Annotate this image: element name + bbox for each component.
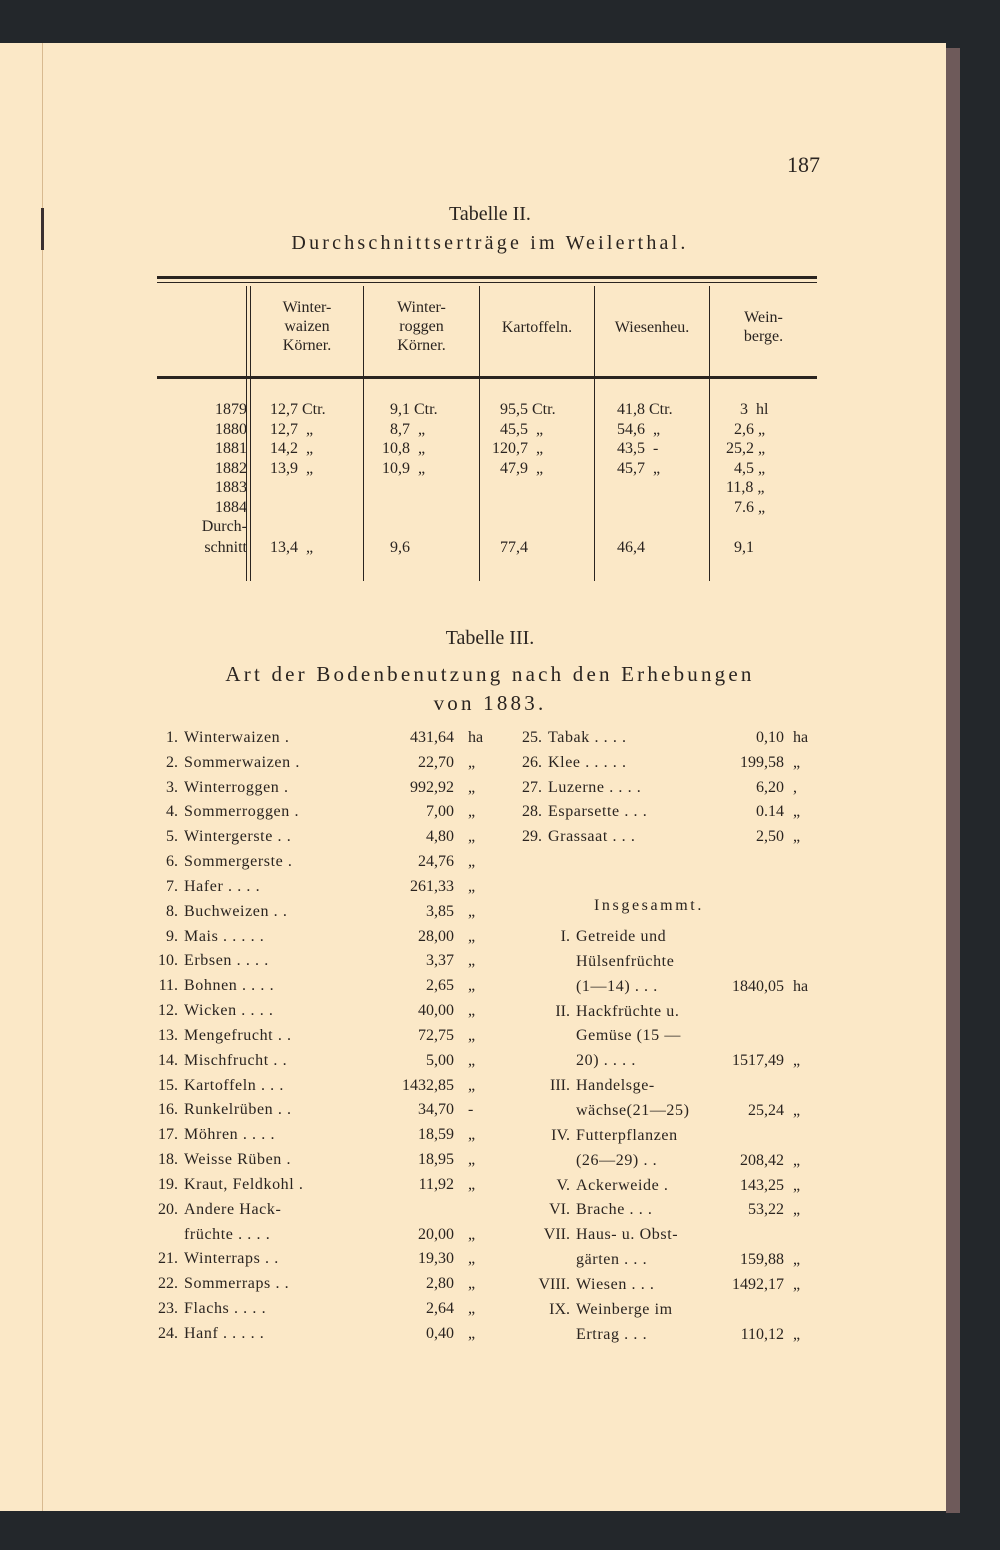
- summary-item: [490, 1051, 830, 1071]
- summary-item: [490, 1250, 830, 1270]
- item-value: 0,10: [756, 729, 784, 746]
- year-label: 1882: [215, 459, 247, 477]
- land-use-item: [150, 1001, 490, 1021]
- cell: 120,7 „: [492, 440, 544, 457]
- item-number: 10.: [158, 952, 178, 970]
- cell: 8,7 „: [390, 420, 426, 438]
- cell: 9,1 Ctr.: [390, 401, 438, 418]
- cell: 10,8 „: [382, 440, 426, 457]
- item-label: Sommerraps . .: [184, 1275, 290, 1293]
- item-label: Getreide und: [576, 928, 667, 945]
- summary-item: [490, 977, 830, 997]
- land-use-item: [490, 753, 830, 773]
- item-unit: ha: [793, 977, 809, 995]
- item-number: V.: [556, 1176, 570, 1194]
- item-unit: „: [793, 1176, 801, 1194]
- item-label: Andere Hack-: [184, 1200, 282, 1218]
- item-number: 6.: [166, 853, 178, 871]
- land-use-item: [490, 802, 830, 822]
- item-value: 28,00: [418, 927, 454, 945]
- land-use-item: [150, 1324, 490, 1344]
- item-value: 1432,85: [402, 1076, 454, 1094]
- item-label: Handelsge-: [576, 1077, 655, 1095]
- header-line: Körner.: [397, 337, 446, 354]
- item-number: 13.: [158, 1026, 178, 1044]
- item-value: 0.14: [756, 803, 784, 821]
- item-label: Hülsenfrüchte: [576, 952, 675, 970]
- item-value: 992,92: [410, 778, 454, 796]
- item-label: Winterraps . .: [184, 1250, 279, 1268]
- cell: 2,6 „: [734, 420, 766, 438]
- item-label: Flachs . . . .: [184, 1300, 267, 1318]
- item-label: 20) . . . .: [576, 1052, 636, 1070]
- land-use-item: [150, 1175, 490, 1195]
- item-number: 22.: [158, 1275, 178, 1293]
- land-use-item: [150, 976, 490, 996]
- table3-title-line1: Art der Bodenbenutzung nach den Erhebungen: [225, 662, 755, 686]
- land-use-item: [490, 778, 830, 798]
- land-use-item: [150, 778, 490, 798]
- rule: [157, 376, 817, 379]
- land-use-item: [150, 1150, 490, 1170]
- item-label: Weinberge im: [576, 1300, 673, 1318]
- item-value: 3,85: [426, 902, 454, 920]
- cell: 10,9 „: [382, 459, 426, 477]
- year-label: 1879: [215, 401, 247, 418]
- item-value: 2,65: [426, 977, 454, 995]
- item-number: IX.: [549, 1300, 570, 1318]
- item-label: Buchweizen . .: [184, 902, 288, 920]
- item-value: 0,40: [426, 1324, 454, 1342]
- item-value: 6,20: [756, 778, 784, 796]
- header-line: Wiesenheu.: [614, 319, 690, 336]
- item-number: 24.: [158, 1324, 178, 1342]
- item-value: 53,22: [748, 1201, 784, 1219]
- item-label: Futterpflanzen: [576, 1126, 678, 1144]
- header-line: Körner.: [282, 337, 332, 354]
- item-label: Klee . . . . .: [548, 753, 627, 771]
- item-number: 16.: [158, 1101, 178, 1119]
- item-label: Sommergerste .: [184, 853, 293, 871]
- item-unit: „: [793, 1101, 801, 1119]
- summary-item: [490, 1002, 830, 1022]
- cell: 45,7 „: [617, 459, 661, 477]
- item-value: 1840,05: [732, 977, 784, 995]
- item-label: Ackerweide .: [576, 1176, 669, 1194]
- item-unit: „: [793, 753, 801, 771]
- item-label: Tabak . . . .: [548, 729, 627, 746]
- item-number: 17.: [158, 1126, 178, 1144]
- item-value: 18,59: [418, 1126, 454, 1144]
- summary-item: [490, 952, 830, 972]
- item-value: 18,95: [418, 1151, 454, 1169]
- item-unit: „: [793, 1151, 801, 1169]
- header-kartoffeln: [480, 318, 594, 337]
- item-value: 261,33: [410, 877, 454, 895]
- item-unit: „: [468, 1324, 476, 1342]
- item-unit: „: [793, 1052, 801, 1070]
- summary-item: [490, 1200, 830, 1220]
- average-cell: 13,4 „: [270, 539, 314, 556]
- item-label: Runkelrüben . .: [184, 1101, 292, 1119]
- item-value: 2,64: [426, 1300, 454, 1318]
- year-label: 1881: [215, 440, 247, 457]
- land-use-item: [150, 753, 490, 773]
- item-number: 9.: [166, 927, 178, 945]
- page-edge: [946, 48, 960, 1513]
- item-unit: „: [468, 1225, 476, 1243]
- item-label: (1—14) . . .: [576, 977, 658, 995]
- cell: 11,8 „: [726, 479, 765, 496]
- header-winterroggen: [364, 298, 479, 355]
- item-number: 5.: [166, 828, 178, 846]
- rule: [157, 276, 817, 279]
- item-label: Esparsette . . .: [548, 803, 648, 821]
- item-value: 199,58: [740, 753, 784, 771]
- item-label: Wintergerste . .: [184, 828, 292, 846]
- item-value: 3,37: [426, 952, 454, 970]
- item-number: 29.: [522, 828, 542, 846]
- land-use-item: [150, 1051, 490, 1071]
- item-value: 40,00: [418, 1002, 454, 1020]
- item-label: Bohnen . . . .: [184, 977, 275, 995]
- item-label: Grassaat . . .: [548, 828, 636, 846]
- item-number: 27.: [522, 778, 542, 796]
- land-use-item: [150, 827, 490, 847]
- item-label: Sommerroggen .: [184, 803, 300, 821]
- table3-caption: Tabelle III.: [445, 627, 535, 649]
- item-unit: „: [468, 952, 476, 970]
- average-cell: 9,6: [390, 539, 410, 556]
- item-number: 11.: [158, 977, 178, 995]
- item-number: 26.: [522, 753, 542, 771]
- table2: [157, 276, 817, 581]
- header-line: Kartoffeln.: [501, 319, 573, 336]
- header-wiesenheu: [595, 318, 709, 337]
- item-number: 15.: [158, 1076, 178, 1094]
- item-unit: „: [468, 753, 476, 771]
- header-winterwaizen: [251, 298, 363, 355]
- header-line: Wein-: [744, 309, 783, 326]
- item-label: Wiesen . . .: [576, 1275, 655, 1293]
- item-value: 25,24: [748, 1101, 784, 1119]
- item-label: Luzerne . . . .: [548, 778, 642, 796]
- item-label: Mischfrucht . .: [184, 1051, 288, 1069]
- item-label: (26—29) . .: [576, 1151, 658, 1169]
- item-unit: „: [468, 927, 476, 945]
- item-number: 1.: [166, 729, 178, 746]
- table2-caption: Tabelle II.: [449, 203, 531, 225]
- item-number: VI.: [549, 1201, 570, 1219]
- item-label: Erbsen . . . .: [184, 952, 269, 970]
- item-unit: „: [793, 1201, 801, 1219]
- item-label: Ertrag . . .: [576, 1325, 648, 1343]
- item-number: VII.: [543, 1226, 570, 1244]
- land-use-item: [150, 1274, 490, 1294]
- item-value: 20,00: [418, 1225, 454, 1243]
- item-number: 25.: [522, 729, 542, 746]
- land-use-item: [490, 827, 830, 847]
- summary-item: [490, 1225, 830, 1245]
- cell: 95,5 Ctr.: [500, 401, 556, 418]
- item-label: Haus- u. Obst-: [576, 1226, 679, 1244]
- item-value: 11,92: [418, 1175, 454, 1193]
- item-value: 7,00: [426, 803, 454, 821]
- cell: 25,2 „: [726, 440, 766, 457]
- summary-item: [490, 1151, 830, 1171]
- land-use-item: [150, 1100, 490, 1120]
- page-number: 187: [787, 152, 820, 177]
- summary-heading: Insgesammt.: [594, 897, 704, 914]
- land-use-item: [150, 802, 490, 822]
- item-label: gärten . . .: [576, 1251, 648, 1269]
- item-number: III.: [550, 1077, 570, 1095]
- item-value: 22,70: [418, 753, 454, 771]
- land-use-item: [150, 902, 490, 922]
- average-cell: 9,1: [734, 539, 754, 556]
- item-label: früchte . . . .: [184, 1225, 271, 1243]
- land-use-item: [150, 852, 490, 872]
- year-label: 1884: [215, 498, 247, 516]
- item-label: Hanf . . . . .: [184, 1324, 265, 1342]
- item-value: 34,70: [418, 1101, 454, 1119]
- item-unit: „: [468, 1151, 476, 1169]
- header-line: berge.: [743, 328, 784, 345]
- cell: 14,2 „: [270, 440, 314, 457]
- item-number: 12.: [158, 1002, 178, 1020]
- item-label: Kartoffeln . . .: [184, 1076, 284, 1094]
- item-unit: „: [793, 803, 801, 821]
- item-number: 19.: [158, 1175, 178, 1193]
- item-unit: ha: [468, 729, 484, 746]
- item-unit: „: [793, 1251, 801, 1269]
- land-use-item: [150, 1125, 490, 1145]
- item-number: 2.: [166, 753, 178, 771]
- item-unit: ,: [793, 778, 797, 796]
- item-unit: ha: [793, 729, 809, 746]
- land-use-item: [150, 1225, 490, 1245]
- summary-item: [490, 1101, 830, 1121]
- item-unit: „: [468, 1300, 476, 1318]
- item-number: IV.: [551, 1126, 570, 1144]
- cell: 41,8 Ctr.: [617, 401, 673, 418]
- item-unit: „: [793, 1325, 801, 1343]
- item-label: Hafer . . . .: [184, 877, 261, 895]
- item-unit: „: [468, 1076, 476, 1094]
- item-value: 2,50: [756, 828, 784, 846]
- item-label: Sommerwaizen .: [184, 753, 300, 771]
- item-number: 21.: [158, 1250, 178, 1268]
- item-unit: „: [468, 1026, 476, 1044]
- item-label: Brache . . .: [576, 1201, 653, 1219]
- item-unit: „: [468, 853, 476, 871]
- header-line: waizen: [284, 318, 330, 335]
- table3-title-line2: von 1883.: [433, 691, 547, 715]
- cell: 13,9 „: [270, 459, 314, 477]
- land-use-item: [150, 1249, 490, 1269]
- item-unit: „: [468, 828, 476, 846]
- land-use-item: [150, 728, 490, 748]
- item-value: 1517,49: [732, 1052, 784, 1070]
- item-label: Gemüse (15 —: [576, 1027, 681, 1045]
- item-number: 23.: [158, 1300, 178, 1318]
- land-use-item: [490, 728, 830, 748]
- item-number: VIII.: [538, 1275, 570, 1293]
- header-line: Winter-: [397, 299, 446, 316]
- summary-item: [490, 927, 830, 947]
- summary-item: [490, 1300, 830, 1320]
- item-value: 5,00: [426, 1051, 454, 1069]
- land-use-item: [150, 1299, 490, 1319]
- item-unit: „: [468, 877, 476, 895]
- item-number: 8.: [166, 902, 178, 920]
- cell: 4,5 „: [734, 459, 766, 477]
- item-label: Winterwaizen .: [184, 729, 290, 746]
- land-use-item: [150, 1026, 490, 1046]
- item-unit: „: [468, 1275, 476, 1293]
- cell: 54,6 „: [617, 420, 661, 438]
- header-weinberge: [710, 308, 817, 346]
- item-value: 110,12: [740, 1325, 784, 1343]
- summary-item: [490, 1076, 830, 1096]
- cell: 3 hl: [740, 401, 769, 418]
- land-use-item: [150, 877, 490, 897]
- average-label-line2: schnitt: [204, 539, 247, 556]
- item-unit: „: [468, 1002, 476, 1020]
- item-label: Mengefrucht . .: [184, 1026, 292, 1044]
- average-cell: 46,4: [617, 539, 645, 556]
- item-value: 72,75: [418, 1026, 454, 1044]
- item-value: 143,25: [740, 1176, 784, 1194]
- item-unit: „: [793, 828, 801, 846]
- item-label: Winterroggen .: [184, 778, 289, 796]
- cell: 7.6 „: [734, 498, 766, 516]
- item-value: 208,42: [740, 1151, 784, 1169]
- item-number: 7.: [166, 877, 178, 895]
- item-unit: „: [468, 778, 476, 796]
- item-unit: „: [468, 1126, 476, 1144]
- item-value: 159,88: [740, 1251, 784, 1269]
- item-number: 20.: [158, 1200, 178, 1218]
- item-number: 28.: [522, 803, 542, 821]
- cell: 12,7 Ctr.: [270, 401, 326, 418]
- average-cell: 77,4: [500, 539, 528, 556]
- item-label: Möhren . . . .: [184, 1126, 276, 1144]
- item-number: 3.: [166, 778, 178, 796]
- year-label: 1880: [215, 420, 247, 438]
- cell: 12,7 „: [270, 420, 314, 438]
- cell: 45,5 „: [500, 420, 544, 438]
- item-value: 24,76: [418, 853, 454, 871]
- item-number: 14.: [158, 1051, 178, 1069]
- item-label: Kraut, Feldkohl .: [184, 1175, 304, 1193]
- item-unit: -: [468, 1101, 474, 1119]
- rule: [157, 282, 817, 283]
- item-unit: „: [468, 803, 476, 821]
- item-number: II.: [555, 1002, 570, 1020]
- cell: 43,5 -: [617, 440, 659, 457]
- item-unit: „: [468, 1175, 476, 1193]
- item-value: 19,30: [418, 1250, 454, 1268]
- fold-mark: [41, 208, 44, 250]
- item-number: I.: [560, 928, 570, 945]
- summary-item: [490, 1026, 830, 1046]
- item-value: 4,80: [426, 828, 454, 846]
- summary-item: [490, 1126, 830, 1146]
- item-unit: „: [793, 1275, 801, 1293]
- item-value: 431,64: [410, 729, 454, 746]
- land-use-item: [150, 951, 490, 971]
- item-value: 2,80: [426, 1275, 454, 1293]
- item-unit: „: [468, 977, 476, 995]
- item-unit: „: [468, 902, 476, 920]
- item-value: 1492,17: [732, 1275, 784, 1293]
- year-label: 1883: [215, 479, 247, 496]
- item-label: Wicken . . . .: [184, 1002, 274, 1020]
- page-fold: [42, 43, 43, 1511]
- land-use-item: [150, 1200, 490, 1220]
- item-label: Mais . . . . .: [184, 927, 265, 945]
- item-number: 18.: [158, 1151, 178, 1169]
- item-label: wächse(21—25): [576, 1101, 690, 1119]
- average-label-line1: Durch-: [201, 518, 247, 535]
- item-unit: „: [468, 1250, 476, 1268]
- table2-title: Durchschnittserträge im Weilerthal.: [291, 232, 689, 254]
- summary-item: [490, 1176, 830, 1196]
- item-unit: „: [468, 1051, 476, 1069]
- summary-item: [490, 1275, 830, 1295]
- header-line: roggen: [399, 318, 444, 335]
- item-label: Weisse Rüben .: [184, 1151, 292, 1169]
- land-use-item: [150, 1076, 490, 1096]
- land-use-item: [150, 927, 490, 947]
- item-number: 4.: [166, 803, 178, 821]
- summary-item: [490, 1325, 830, 1345]
- item-label: Hackfrüchte u.: [576, 1002, 680, 1020]
- cell: 47,9 „: [500, 459, 544, 477]
- header-line: Winter-: [282, 299, 332, 316]
